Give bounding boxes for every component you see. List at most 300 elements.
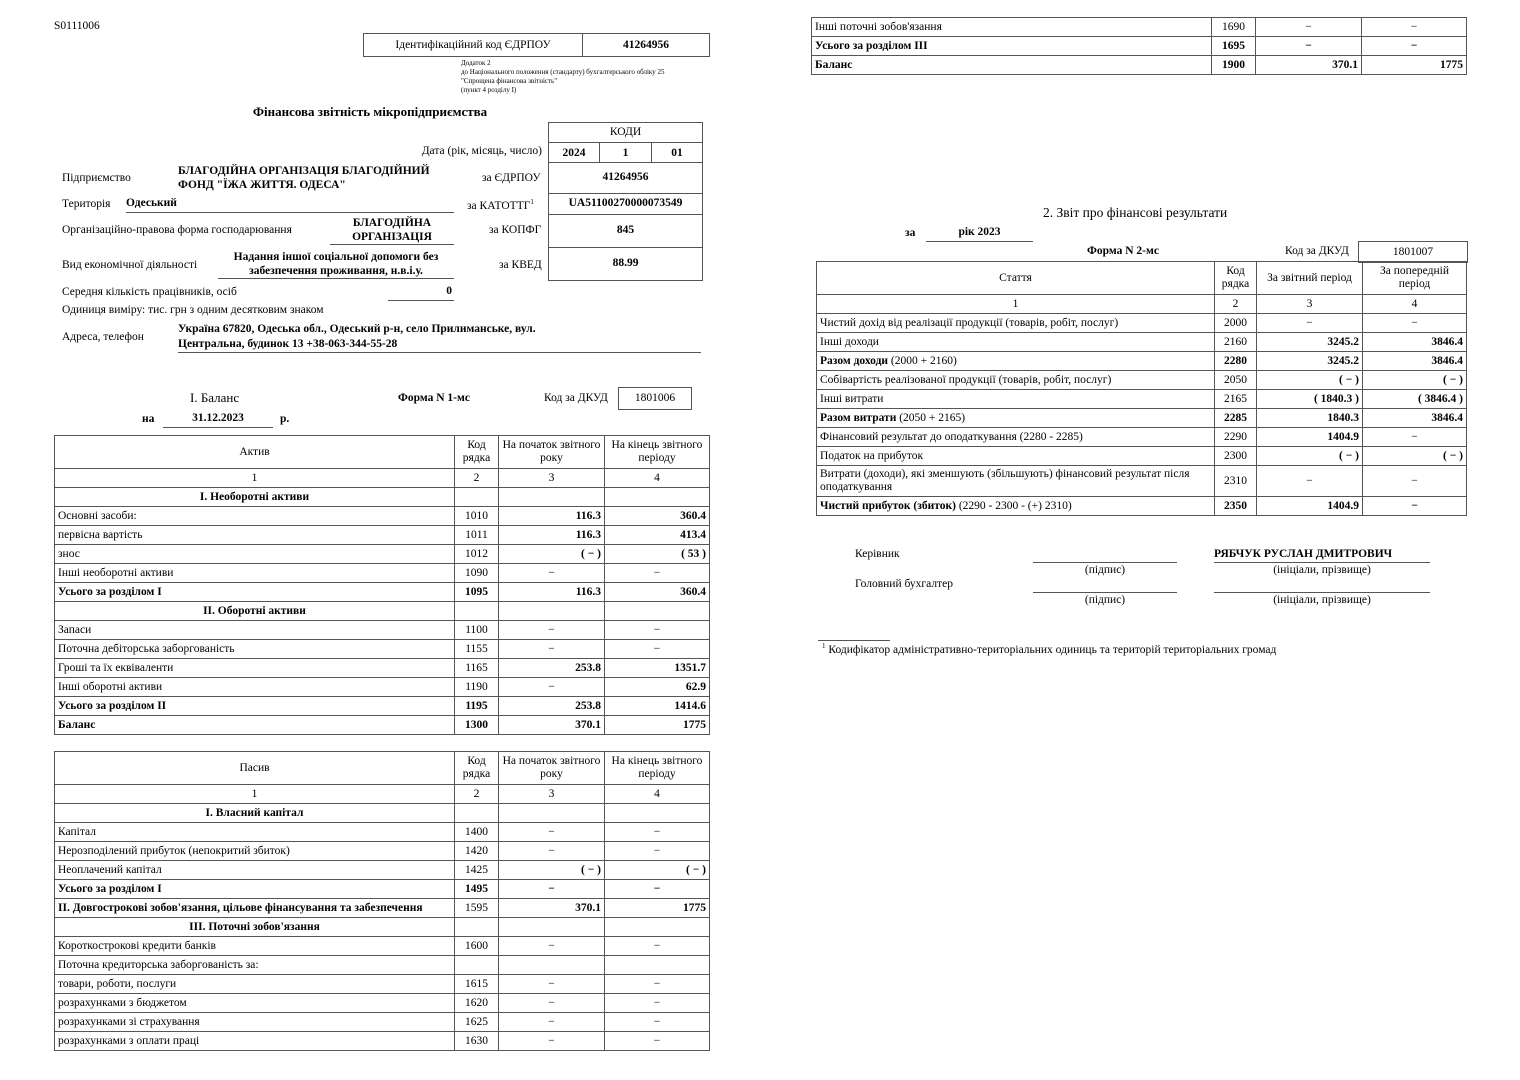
table-row <box>55 975 710 994</box>
row-end-value: ( 3846.4 ) <box>1363 390 1467 409</box>
annex-line: до Національного положення (стандарту) бухгалтерського обліку 25 <box>461 68 665 76</box>
row-label-text: Запаси <box>58 623 92 636</box>
row-label <box>55 975 455 994</box>
row-code: 1095 <box>455 583 499 602</box>
address-line: Україна 67820, Одеська обл., Одеський р-н, село Прилиманське, вул. <box>178 323 536 335</box>
row-label-text: Баланс <box>58 718 96 731</box>
row-start-value: ( − ) <box>499 545 605 564</box>
accountant-label: Головний бухгалтер <box>855 578 953 590</box>
column-number: 4 <box>605 469 710 488</box>
row-end-value: 1775 <box>1362 56 1467 75</box>
column-header: Код рядка <box>1215 262 1257 295</box>
table-row <box>55 994 710 1013</box>
row-label-text: Витрати (доходи), які зменшують (збільшують) фінансовий результат після оподаткування <box>820 468 1190 493</box>
row-end-value: − <box>605 975 710 994</box>
row-label-text: Інші оборотні активи <box>58 680 163 693</box>
end-cell <box>605 488 710 507</box>
row-code: 1165 <box>455 659 499 678</box>
row-end-value: ( − ) <box>605 861 710 880</box>
table-row <box>812 37 1467 56</box>
row-end-value: − <box>605 880 710 899</box>
table-row <box>55 956 710 975</box>
start-cell <box>499 804 605 823</box>
column-number-row <box>55 785 710 804</box>
balance-on-label: на <box>142 413 155 425</box>
row-code: 2300 <box>1215 447 1257 466</box>
row-code: 1012 <box>455 545 499 564</box>
table-row <box>55 507 710 526</box>
row-label-text: Баланс <box>815 58 853 71</box>
column-number: 3 <box>499 785 605 804</box>
row-end-value: − <box>605 994 710 1013</box>
row-code: 1400 <box>455 823 499 842</box>
row-end-value: − <box>605 1013 710 1032</box>
row-end-value: − <box>605 564 710 583</box>
section-row <box>55 602 710 621</box>
table-row <box>817 497 1467 516</box>
row-code: 1625 <box>455 1013 499 1032</box>
footnote <box>822 642 1276 656</box>
table-row <box>55 716 710 735</box>
table-row <box>55 526 710 545</box>
row-label-text: Разом доходи <box>820 354 889 367</box>
row-end-value: 1414.6 <box>605 697 710 716</box>
katottg-code: UA51100270000073549 <box>548 193 703 215</box>
row-label <box>55 994 455 1013</box>
row-label-text: Усього за розділом III <box>815 39 928 52</box>
activity-label: Вид економічної діяльності <box>62 259 198 271</box>
katottg-label-text: за КАТОТТГ <box>467 199 531 212</box>
row-code: 1420 <box>455 842 499 861</box>
column-number: 2 <box>455 785 499 804</box>
row-label-text: Гроші та їх еквіваленти <box>58 661 174 674</box>
row-label <box>812 37 1212 56</box>
row-start-value: 370.1 <box>499 716 605 735</box>
column-number: 2 <box>455 469 499 488</box>
table-row <box>55 583 710 602</box>
head-sign-caption: (підпис) <box>1084 564 1126 576</box>
row-start-value: − <box>499 678 605 697</box>
row-end-value: 360.4 <box>605 507 710 526</box>
edrpou-id-value: 41264956 <box>623 39 669 51</box>
row-label-text: Фінансовий результат до оподаткування (2280 - 2285) <box>820 430 1083 443</box>
table-row <box>55 659 710 678</box>
table-row <box>55 880 710 899</box>
row-end-value: 3846.4 <box>1363 333 1467 352</box>
row-code: 1155 <box>455 640 499 659</box>
table-row <box>55 564 710 583</box>
head-signature-line <box>1033 550 1177 563</box>
row-start-value: − <box>499 621 605 640</box>
row-start-value: 253.8 <box>499 697 605 716</box>
row-start-value: − <box>1256 18 1362 37</box>
table-row <box>55 861 710 880</box>
activity-value-line: забезпечення проживання, н.в.і.у. <box>249 265 423 277</box>
row-start-value: 253.8 <box>499 659 605 678</box>
section-title: I. Необоротні активи <box>55 488 455 507</box>
row-label-text: Поточна дебіторська заборгованість <box>58 642 235 655</box>
kopfg-label: за КОПФГ <box>489 224 542 236</box>
row-end-value: 360.4 <box>605 583 710 602</box>
row-start-value: 1404.9 <box>1257 428 1363 447</box>
row-label <box>55 861 455 880</box>
row-label <box>55 1013 455 1032</box>
liability-continued-table <box>811 17 1467 75</box>
row-start-value: − <box>499 994 605 1013</box>
row-code: 2050 <box>1215 371 1257 390</box>
row-label-formula: (2000 + 2160) <box>888 354 957 367</box>
column-header: На кінець звітного періоду <box>605 436 710 469</box>
table-header-row <box>55 436 710 469</box>
footnote-rule <box>818 640 890 641</box>
katottg-label <box>467 198 534 212</box>
row-code: 2160 <box>1215 333 1257 352</box>
row-end-value: 1775 <box>605 899 710 918</box>
row-label-text: Неоплачений капітал <box>58 863 162 876</box>
table-row <box>817 447 1467 466</box>
accountant-signature-line <box>1033 580 1177 593</box>
table-row <box>55 823 710 842</box>
row-end-value: − <box>1363 497 1467 516</box>
row-code: 1900 <box>1212 56 1256 75</box>
end-cell <box>605 918 710 937</box>
org-form-label: Організаційно-правова форма господарювання <box>62 224 292 236</box>
column-header: На кінець звітного періоду <box>605 752 710 785</box>
row-label-formula: (2050 + 2165) <box>896 411 966 424</box>
row-label-text: Усього за розділом I <box>58 585 162 598</box>
row-code: 1600 <box>455 937 499 956</box>
row-end-value <box>605 956 710 975</box>
row-label <box>817 333 1215 352</box>
row-label <box>55 621 455 640</box>
table-row <box>817 352 1467 371</box>
head-name-caption: (ініціали, прізвище) <box>1273 564 1371 576</box>
row-start-value: 116.3 <box>499 507 605 526</box>
table-row <box>817 371 1467 390</box>
row-label <box>55 564 455 583</box>
balance-dkud: 1801006 <box>618 387 692 410</box>
row-end-value: ( − ) <box>1363 371 1467 390</box>
row-end-value: ( − ) <box>1363 447 1467 466</box>
balance-date: 31.12.2023 <box>163 412 273 428</box>
column-number: 1 <box>55 469 455 488</box>
row-start-value: ( − ) <box>499 861 605 880</box>
row-start-value: 370.1 <box>1256 56 1362 75</box>
row-label-text: Поточна кредиторська заборгованість за: <box>58 958 259 971</box>
table-row <box>817 314 1467 333</box>
row-label-text: Податок на прибуток <box>820 449 924 462</box>
row-code: 1595 <box>455 899 499 918</box>
row-end-value: − <box>1362 37 1467 56</box>
unit-label: Одиниця виміру: тис. грн з одним десятковим знаком <box>62 304 324 316</box>
results-dkud: 1801007 <box>1358 241 1468 263</box>
table-header-row <box>55 752 710 785</box>
enterprise-label: Підприємство <box>62 172 131 184</box>
row-start-value: − <box>1257 314 1363 333</box>
row-start-value: ( − ) <box>1257 447 1363 466</box>
row-code: 2310 <box>1215 466 1257 497</box>
row-label-text: знос <box>58 547 80 560</box>
row-end-value: − <box>1363 428 1467 447</box>
row-code: 1695 <box>1212 37 1256 56</box>
row-code: 1300 <box>455 716 499 735</box>
row-start-value: 116.3 <box>499 526 605 545</box>
row-label-text: Інші необоротні активи <box>58 566 174 579</box>
head-label: Керівник <box>855 548 900 560</box>
footnote-marker: 1 <box>822 642 826 650</box>
row-start-value: 370.1 <box>499 899 605 918</box>
row-code: 1090 <box>455 564 499 583</box>
row-label <box>55 640 455 659</box>
annex-line: (пункт 4 розділу І) <box>461 86 517 94</box>
balance-dkud-label: Код за ДКУД <box>544 392 608 404</box>
table-row <box>55 937 710 956</box>
results-dkud-label: Код за ДКУД <box>1285 245 1349 257</box>
row-label <box>55 507 455 526</box>
results-form: Форма N 2-мс <box>1087 245 1159 257</box>
edrpou-id-box <box>363 33 710 57</box>
section-title: III. Поточні зобов'язання <box>55 918 455 937</box>
row-end-value: − <box>1363 314 1467 333</box>
row-label-text: Разом витрати <box>820 411 897 424</box>
enterprise-name <box>178 164 458 192</box>
results-period: рік 2023 <box>926 226 1033 242</box>
activity-value-line: Надання іншої соціальної допомоги без <box>233 251 439 263</box>
balance-title: I. Баланс <box>190 390 240 405</box>
head-name: РЯБЧУК РУСЛАН ДМИТРОВИЧ <box>1214 548 1430 563</box>
annex-note <box>461 59 721 95</box>
territory-value: Одеський <box>126 197 454 213</box>
row-end-value: − <box>1362 18 1467 37</box>
column-header: На початок звітного року <box>499 752 605 785</box>
row-start-value: 1404.9 <box>1257 497 1363 516</box>
row-code: 2350 <box>1215 497 1257 516</box>
row-start-value: ( 1840.3 ) <box>1257 390 1363 409</box>
results-for-label: за <box>905 227 916 239</box>
territory-label: Територія <box>62 198 111 210</box>
row-label-text: Інші доходи <box>820 335 879 348</box>
org-form-value-line: БЛАГОДІЙНА <box>352 217 432 229</box>
column-header: Пасив <box>55 752 455 785</box>
column-header: Код рядка <box>455 436 499 469</box>
annex-line: Додаток 2 <box>461 59 491 67</box>
row-code: 2280 <box>1215 352 1257 371</box>
column-header: Код рядка <box>455 752 499 785</box>
liability-table <box>54 751 710 1051</box>
activity-value <box>218 250 454 279</box>
row-label-text: Усього за розділом I <box>58 882 162 895</box>
column-number: 4 <box>1363 295 1467 314</box>
row-label <box>817 390 1215 409</box>
row-label <box>817 352 1215 371</box>
row-start-value: 116.3 <box>499 583 605 602</box>
row-start-value: − <box>499 842 605 861</box>
row-code: 1011 <box>455 526 499 545</box>
row-label-text: Основні засоби: <box>58 509 137 522</box>
row-code: 1195 <box>455 697 499 716</box>
column-header: За звітний період <box>1257 262 1363 295</box>
address-label: Адреса, телефон <box>62 331 144 343</box>
row-start-value: 3245.2 <box>1257 333 1363 352</box>
row-label <box>55 899 455 918</box>
employees-value: 0 <box>388 285 454 301</box>
column-number: 1 <box>55 785 455 804</box>
table-row <box>812 18 1467 37</box>
date-month: 1 <box>600 143 652 162</box>
start-cell <box>499 602 605 621</box>
row-label <box>817 497 1215 516</box>
row-label-text: Собівартість реалізованої продукції (товарів, робіт, послуг) <box>820 373 1112 386</box>
row-label-text: Чистий прибуток (збиток) <box>820 499 956 512</box>
results-title: 2. Звіт про фінансові результати <box>1043 205 1228 220</box>
edrpou-id-label: Ідентифікаційний код ЄДРПОУ <box>364 34 583 56</box>
column-header: За попередній період <box>1363 262 1467 295</box>
kved-label: за КВЕД <box>499 259 542 271</box>
row-code: 1690 <box>1212 18 1256 37</box>
row-label <box>55 678 455 697</box>
row-label-text: II. Довгострокові зобов'язання, цільове фінансування та забезпечення <box>58 901 423 914</box>
row-start-value: − <box>499 1013 605 1032</box>
row-end-value: − <box>605 640 710 659</box>
report-title-text: Фінансова звітність мікропідприємства <box>252 104 488 119</box>
org-form-value-line: ОРГАНІЗАЦІЯ <box>352 231 432 243</box>
row-label <box>812 18 1212 37</box>
row-start-value: − <box>499 823 605 842</box>
accountant-name-line <box>1214 580 1430 593</box>
row-label-text: розрахунками з бюджетом <box>58 996 187 1009</box>
row-label-text: Чистий дохід від реалізації продукції (товарів, робіт, послуг) <box>820 316 1119 329</box>
table-row <box>817 333 1467 352</box>
row-end-value: − <box>1363 466 1467 497</box>
row-end-value: 1775 <box>605 716 710 735</box>
row-code: 1615 <box>455 975 499 994</box>
row-end-value: ( 53 ) <box>605 545 710 564</box>
date-values <box>548 142 703 163</box>
column-number: 3 <box>1257 295 1363 314</box>
row-label-text: Капітал <box>58 825 96 838</box>
row-label-text: Інші поточні зобов'язання <box>815 20 942 33</box>
accountant-sign-caption: (підпис) <box>1084 594 1126 606</box>
row-start-value: − <box>499 1032 605 1051</box>
address-line: Центральна, будинок 13 +38-063-344-55-28 <box>178 338 398 350</box>
row-label-text: первісна вартість <box>58 528 143 541</box>
table-row <box>817 466 1467 497</box>
row-start-value <box>499 956 605 975</box>
table-header-row <box>817 262 1467 295</box>
row-label-text: Короткострокові кредити банків <box>58 939 216 952</box>
date-label: Дата (рік, місяць, число) <box>421 145 542 157</box>
row-code <box>455 956 499 975</box>
row-end-value: 3846.4 <box>1363 409 1467 428</box>
footnote-text: Кодифікатор адміністративно-територіальних одиниць та територій територіальних громад <box>828 643 1277 656</box>
column-number: 4 <box>605 785 710 804</box>
row-end-value: − <box>605 1032 710 1051</box>
row-code: 1100 <box>455 621 499 640</box>
row-label-text: розрахунками зі страхування <box>58 1015 200 1028</box>
row-label-text: Усього за розділом II <box>58 699 167 712</box>
table-row <box>55 899 710 918</box>
balance-form: Форма N 1-мс <box>398 392 470 404</box>
section-title: I. Власний капітал <box>55 804 455 823</box>
report-title <box>200 104 540 120</box>
row-label <box>817 447 1215 466</box>
table-row <box>817 428 1467 447</box>
row-code: 2285 <box>1215 409 1257 428</box>
table-row <box>55 1013 710 1032</box>
row-end-value: − <box>605 842 710 861</box>
section-title: II. Оборотні активи <box>55 602 455 621</box>
row-label <box>55 583 455 602</box>
table-row <box>817 409 1467 428</box>
row-label <box>817 409 1215 428</box>
table-row <box>55 842 710 861</box>
end-cell <box>605 602 710 621</box>
balance-year-suffix: р. <box>280 413 290 425</box>
row-code: 2000 <box>1215 314 1257 333</box>
row-end-value: 413.4 <box>605 526 710 545</box>
row-start-value: − <box>1256 37 1362 56</box>
row-label-text: товари, роботи, послуги <box>58 977 177 990</box>
row-label-text: розрахунками з оплати праці <box>58 1034 200 1047</box>
code-cell <box>455 918 499 937</box>
start-cell <box>499 488 605 507</box>
row-code: 2165 <box>1215 390 1257 409</box>
row-end-value: 3846.4 <box>1363 352 1467 371</box>
document-code: S0111006 <box>54 20 100 32</box>
date-day: 01 <box>671 146 683 159</box>
row-label <box>817 314 1215 333</box>
table-row <box>55 697 710 716</box>
row-label <box>55 697 455 716</box>
row-label <box>55 937 455 956</box>
row-end-value: 62.9 <box>605 678 710 697</box>
row-start-value: − <box>499 640 605 659</box>
row-label-text: Інші витрати <box>820 392 884 405</box>
row-start-value: ( − ) <box>1257 371 1363 390</box>
row-label <box>55 545 455 564</box>
row-start-value: − <box>1257 466 1363 497</box>
codes-header: КОДИ <box>548 122 703 143</box>
row-code: 2290 <box>1215 428 1257 447</box>
enterprise-name-line: БЛАГОДІЙНА ОРГАНІЗАЦІЯ БЛАГОДІЙНИЙ <box>178 165 430 177</box>
asset-table <box>54 435 710 735</box>
row-label <box>55 823 455 842</box>
row-start-value: − <box>499 937 605 956</box>
column-header: Стаття <box>817 262 1215 295</box>
code-cell <box>455 602 499 621</box>
date-year: 2024 <box>549 143 600 162</box>
column-number: 3 <box>499 469 605 488</box>
kopfg-code: 845 <box>548 214 703 248</box>
row-end-value: 1351.7 <box>605 659 710 678</box>
row-start-value: − <box>499 975 605 994</box>
row-label <box>55 880 455 899</box>
row-end-value: − <box>605 823 710 842</box>
table-row <box>55 678 710 697</box>
column-header: Актив <box>55 436 455 469</box>
row-label <box>817 466 1215 497</box>
org-form-value <box>330 216 454 245</box>
column-number: 1 <box>817 295 1215 314</box>
enterprise-name-line: ФОНД "ЇЖА ЖИТТЯ. ОДЕСА" <box>178 179 346 191</box>
accountant-name-caption: (ініціали, прізвище) <box>1273 594 1371 606</box>
row-code: 1190 <box>455 678 499 697</box>
employees-label: Середня кількість працівників, осіб <box>62 286 237 298</box>
edrpou-code-label: за ЄДРПОУ <box>482 172 541 184</box>
row-label <box>817 371 1215 390</box>
table-row <box>55 640 710 659</box>
row-label-text: Нерозподілений прибуток (непокритий збиток) <box>58 844 290 857</box>
